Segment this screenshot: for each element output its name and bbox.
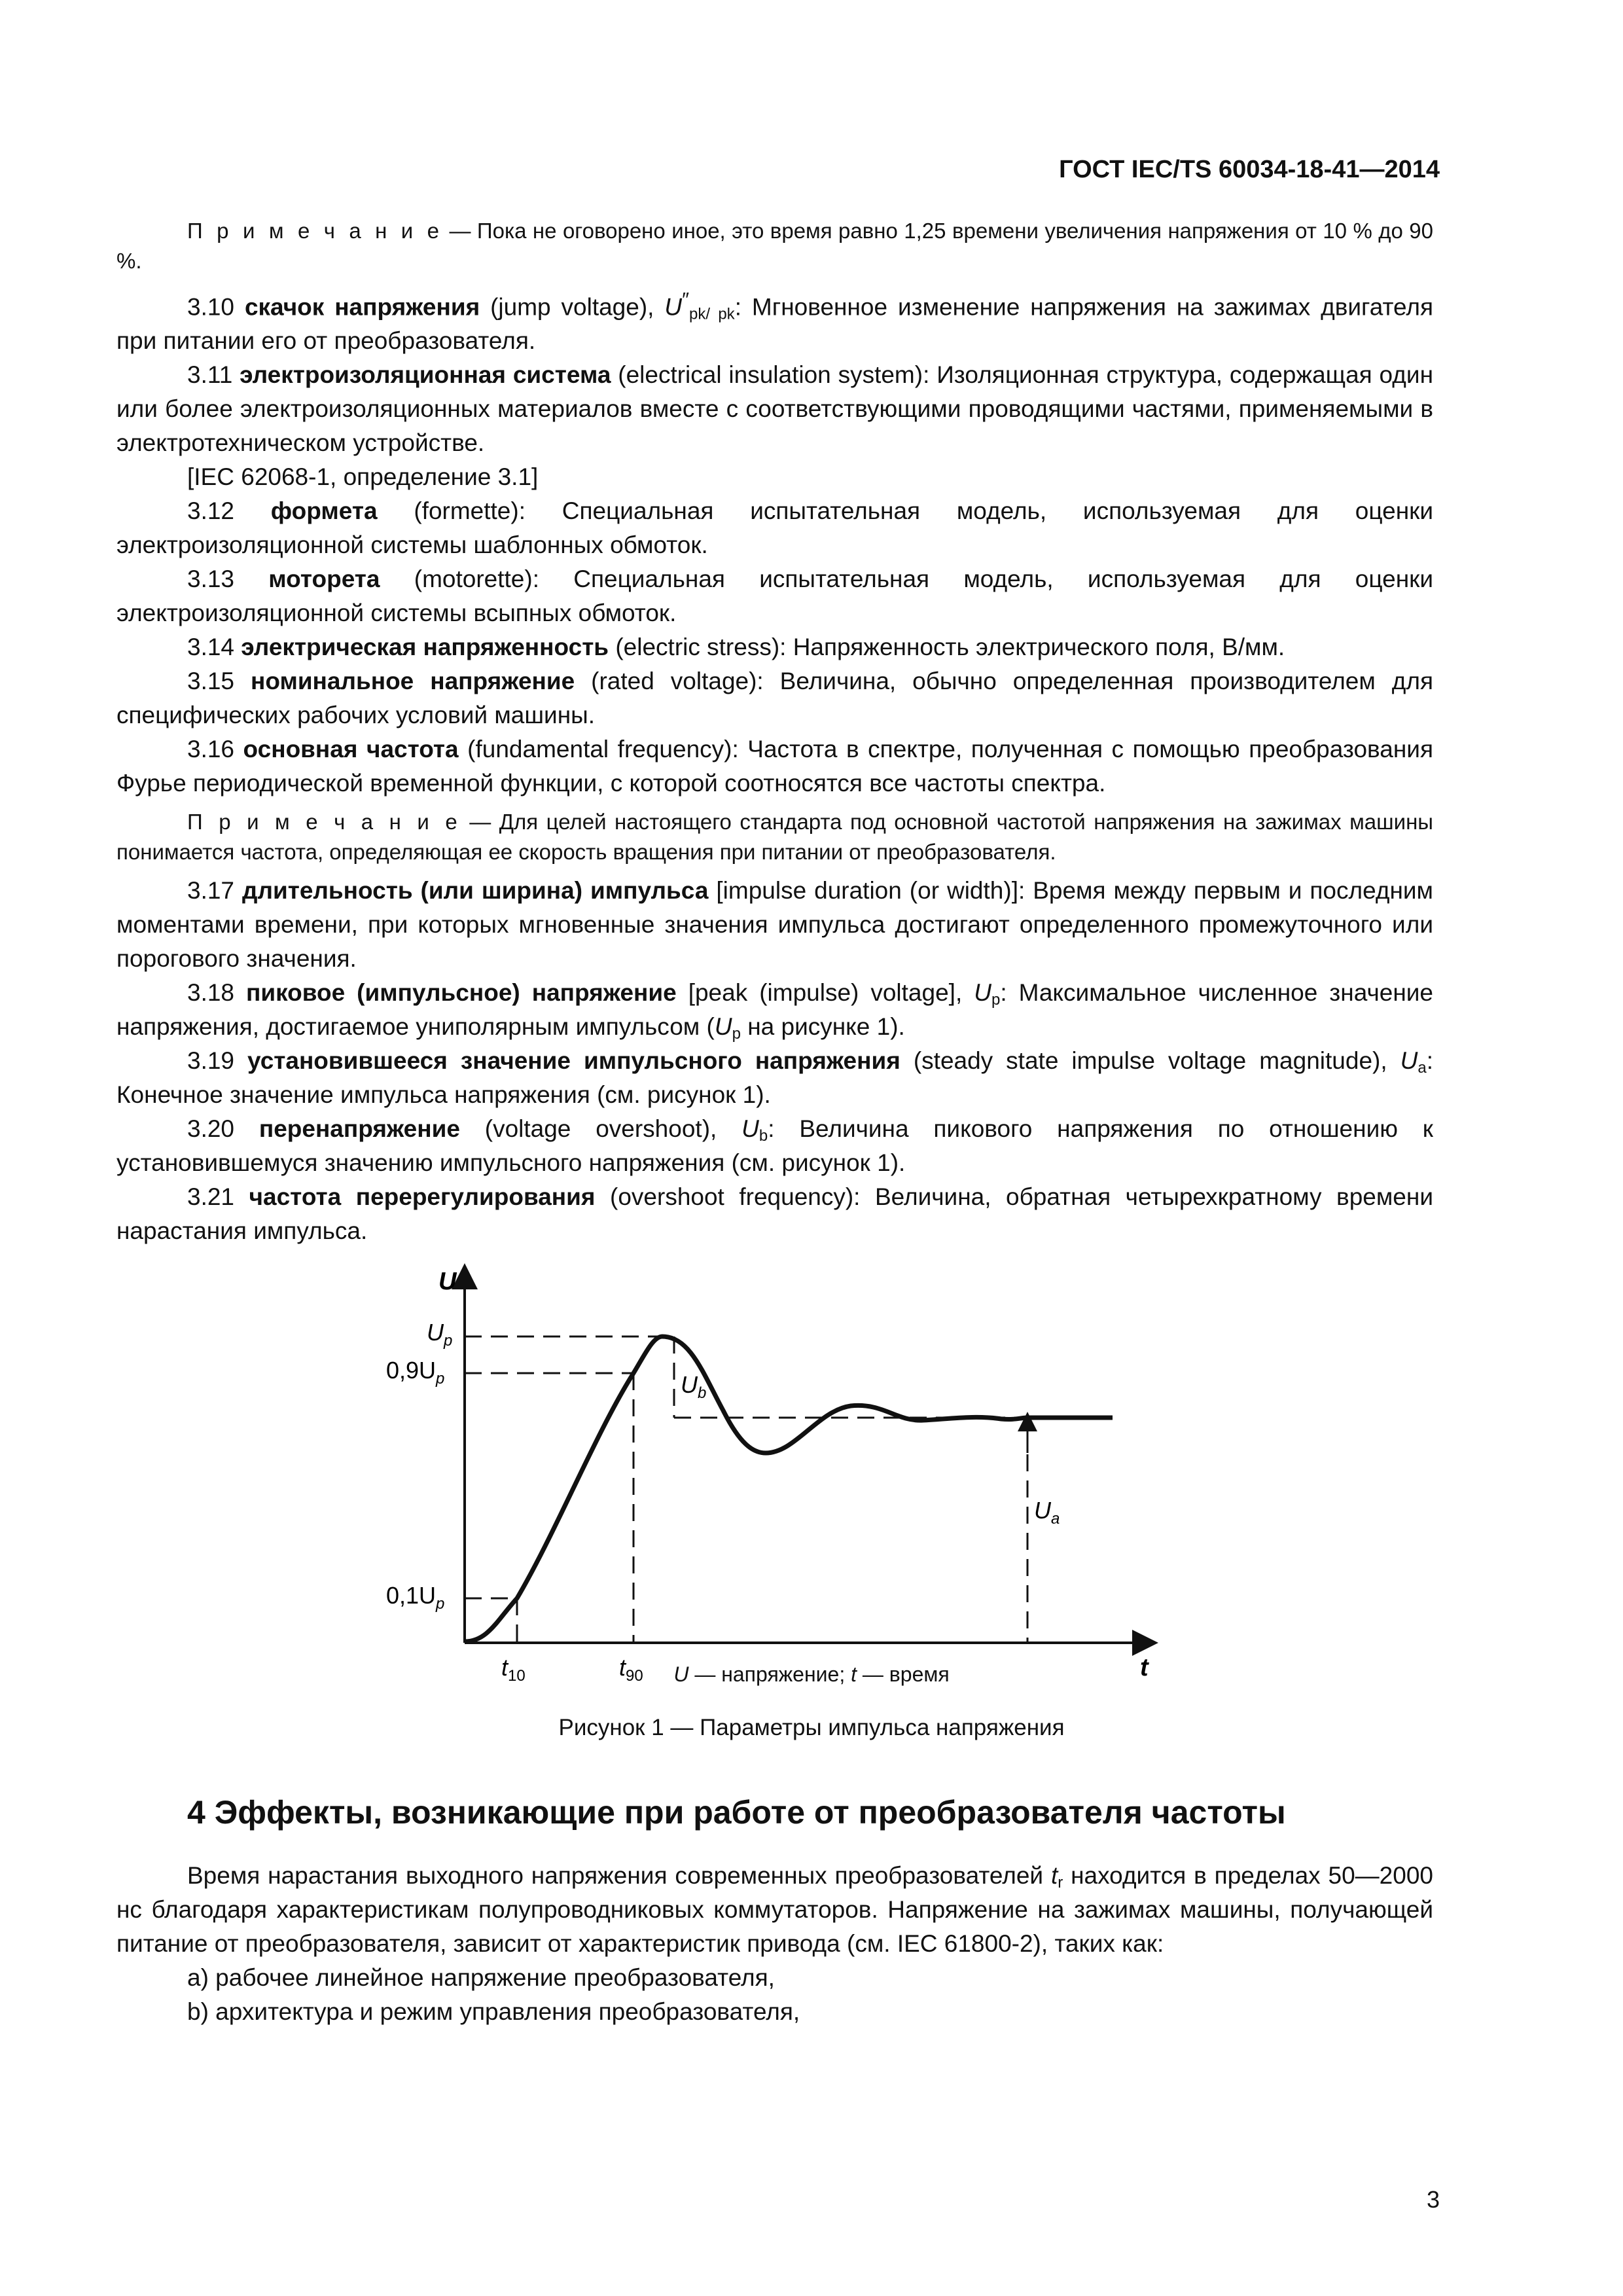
section-4-title: 4 Эффекты, возникающие при работе от преобразователя частоты [187, 1794, 1286, 1831]
terms-section [116, 216, 1433, 1248]
impulse-curve [465, 1336, 1113, 1641]
term-3-19: 3.19 установившееся значение импульсного напряжения (steady state impulse voltage magnitude), $U_a$: Конечное значение импульса напряжения (см. рисунок 1). [116, 1047, 1434, 1109]
term-3-16: 3.16 основная частота (fundamental frequency): Частота в спектре, полученная с помощью преобразования Фурье периодической временной функции, с которой соотносятся все частоты спектра. [116, 736, 1434, 797]
ua-label: $U_a$ [1034, 1497, 1060, 1528]
list-item-b: b) архитектура и режим управления преобразователя, [187, 1998, 800, 2025]
ub-label: $U_b$ [681, 1371, 707, 1402]
list-item-a: a) рабочее линейное напряжение преобразователя, [187, 1964, 775, 1991]
term-3-13: 3.13 моторета (motorette): Специальная испытательная модель, используемая для оценки электроизоляционной системы всыпных обмоток. [116, 565, 1434, 627]
page-number: 3 [1426, 2186, 1440, 2213]
term-3-20: 3.20 перенапряжение (voltage overshoot), $U_b$: Величина пикового напряжения по отношению к установившемуся значению импульсного напряжения (см. рисунок 1). [116, 1115, 1433, 1177]
term-3-15: 3.15 номинальное напряжение (rated voltage): Величина, обычно определенная производителем для специфических рабочих условий машины. [116, 668, 1434, 729]
term-3-12: 3.12 формета (formette): Специальная испытательная модель, используемая для оценки электроизоляционной системы шаблонных обмоток. [116, 497, 1434, 559]
section-4-body [116, 1859, 1433, 2029]
document-code-header: ГОСТ IEC/TS 60034-18-41—2014 [1059, 156, 1440, 183]
axis-x-label: t [1140, 1654, 1149, 1681]
axis-y-label: U [438, 1268, 457, 1295]
term-3-11-ref: [IEC 62068-1, определение 3.1] [187, 463, 539, 491]
term-3-21: 3.21 частота перерегулирования (overshoot frequency): Величина, обратная четырехкратному времени нарастания импульса. [116, 1183, 1433, 1245]
figure-legend: U — напряжение; t — время [673, 1662, 950, 1686]
09up-label: $0,9U_p$ [386, 1357, 445, 1388]
term-3-17: 3.17 длительность (или ширина) импульса [impulse duration (or width)]: Время между первым и последним моментами времени, при которых мгновенные значения импульса достигают определенного промежуточного или порогового значения. [116, 877, 1433, 973]
term-3-14: 3.14 электрическая напряженность (electric stress): Напряженность электрического поля, В/мм. [187, 634, 1285, 661]
t90-label: $t_{90}$ [619, 1654, 643, 1685]
term-3-10: 3.10 скачок напряжения (jump voltage), $U''_{pk/ pk}$: Мгновенное изменение напряжения на зажимах двигателя при питании его от преобразователя. [116, 288, 1434, 355]
figure-caption: Рисунок 1 — Параметры импульса напряжения [558, 1715, 1065, 1740]
term-3-18: 3.18 пиковое (импульсное) напряжение [peak (impulse) voltage], $U_p$: Максимальное численное значение напряжения, достигаемое униполярным импульсом ($U_p$ на рисунке 1). [116, 979, 1433, 1043]
01up-label: $0,1U_p$ [386, 1582, 445, 1613]
term-3-11: 3.11 электроизоляционная система (electrical insulation system): Изоляционная структура, содержащая один или более электроизоляционных материалов вместе с соответствующими проводящими частями, применяемыми в электротехническом устройстве. [116, 361, 1433, 457]
note-2: П р и м е ч а н и е — Для целей настоящего стандарта под основной частотой напряжения на зажимах машины понимается частота, определяющая ее скорость вращения при питании от преобразователя. [116, 810, 1434, 865]
section-4-paragraph: Время нарастания выходного напряжения современных преобразователей $t_r$ находится в пределах 50—2000 нс благодаря характеристикам полупроводниковых коммутаторов. Напряжение на зажимах машины, получающей питание от преобразователя, зависит от характеристик привода (см. IEC 61800-2), таких как: [116, 1862, 1433, 1957]
up-label: $U_p$ [427, 1319, 453, 1350]
t10-label: $t_{10}$ [501, 1654, 526, 1685]
note-1: П р и м е ч а н и е — Пока не оговорено иное, это время равно 1,25 времени увеличения напряжения от 10 % до 90 %. [116, 219, 1433, 273]
